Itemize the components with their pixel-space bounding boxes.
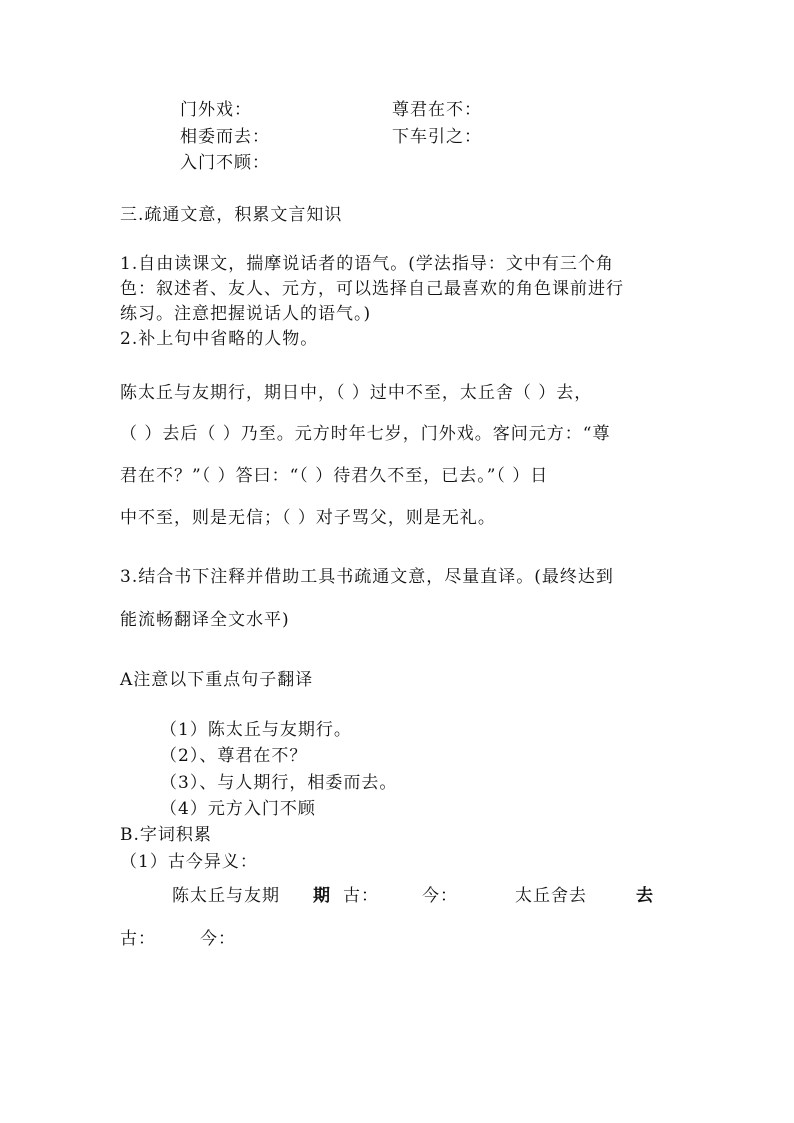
ancient-meaning-label: 古： [343,886,379,906]
paragraph-line: 君在不？”（ ）答曰：“（ ）待君久不至，已去。”（ ）日 [120,466,549,486]
vocab-item: 下车引之： [392,127,482,147]
modern-meaning-label: 今： [200,929,236,949]
vocab-item: 门外戏： [180,100,252,120]
list-item: （2）、尊君在不？ [160,746,308,766]
list-item: （1）陈太丘与友期行。 [160,720,352,740]
section-heading: 三.疏通文意，积累文言知识 [120,205,343,225]
paragraph-line: 中不至，则是无信；（ ）对子骂父，则是无礼。 [120,508,496,528]
subsection-title: （1）古今异义： [120,852,258,872]
paragraph-line: （ ）去后（ ）乃至。元方时年七岁，门外戏。客问元方：“尊 [120,424,611,444]
list-item: （4）元方入门不顾 [160,799,316,819]
modern-meaning-label: 今： [422,886,458,906]
section-title: B.字词积累 [120,825,212,845]
paragraph-line: 练习。注意把握说话人的语气。) [120,304,372,324]
paragraph-line: 陈太丘与友期行，期日中，（ ）过中不至，太丘舍（ ）去， [120,383,593,403]
task-title: 2.补上句中省略的人物。 [120,329,319,349]
ancient-meaning-label: 古： [120,929,156,949]
vocab-item: 尊君在不： [392,100,482,120]
paragraph-line: 1.自由读课文，揣摩说话者的语气。(学法指导：文中有三个角 [120,254,614,274]
paragraph-line: 能流畅翻译全文水平) [120,610,290,630]
vocab-item: 入门不顾： [180,153,270,173]
key-word: 期 [313,886,331,906]
section-title: A注意以下重点句子翻译 [120,670,314,690]
vocab-item: 相委而去： [180,127,270,147]
list-item: （3）、与人期行，相委而去。 [160,773,398,793]
paragraph-line: 3.结合书下注释并借助工具书疏通文意，尽量直译。(最终达到 [120,567,614,587]
example-sentence: 陈太丘与友期 [172,886,280,906]
paragraph-line: 色：叙述者、友人、元方，可以选择自己最喜欢的角色课前进行 [120,279,624,299]
key-word: 去 [636,886,654,906]
example-sentence: 太丘舍去 [515,886,587,906]
